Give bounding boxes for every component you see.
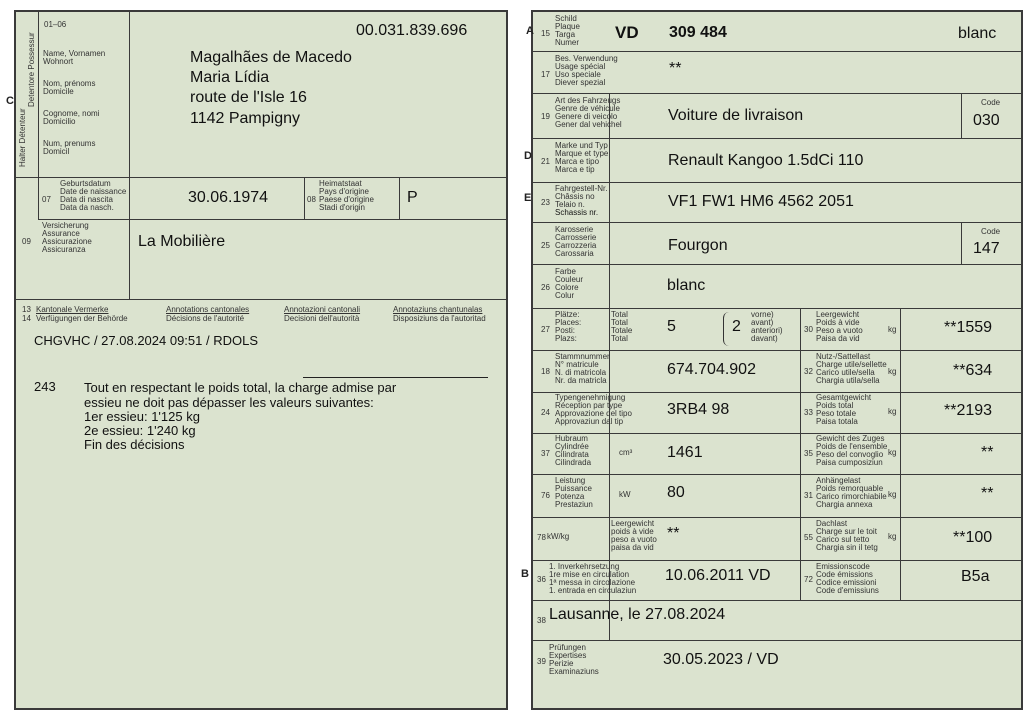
field-08-number: 08 xyxy=(307,195,316,204)
f25-label-4: Carossaria xyxy=(555,249,594,258)
f19-label-1: Art des Fahrzeugs xyxy=(555,96,621,105)
vertical-label-holder: Halter Détenteur xyxy=(18,108,27,167)
name-label-2: Wohnort xyxy=(43,57,74,66)
roof-load: **100 xyxy=(953,529,993,546)
f37-label-2: Cylindrée xyxy=(555,442,589,451)
decision-code: 243 xyxy=(34,379,56,394)
type-approval: 3RB4 98 xyxy=(667,401,730,418)
f26-number: 26 xyxy=(541,283,550,292)
f26-label-4: Colur xyxy=(555,291,575,300)
payload: **634 xyxy=(953,362,993,379)
decision-line-3: 1er essieu: 1'125 kg xyxy=(84,409,200,424)
f33-unit: kg xyxy=(888,407,897,416)
f27-total-label-3: Totale xyxy=(611,326,633,335)
f38-number: 38 xyxy=(537,616,546,625)
f08-label-2: Pays d'origine xyxy=(319,187,369,196)
plate-canton: VD xyxy=(615,23,639,42)
section-letter-b: B xyxy=(521,568,529,580)
f25-code-label: Code xyxy=(981,227,1001,236)
f09-label-1: Versicherung xyxy=(42,221,89,230)
f09-label-4: Assicuranza xyxy=(42,245,86,254)
f23-label-2: Châssis no xyxy=(555,192,595,201)
f21-label-3: Marca e tipo xyxy=(555,157,600,166)
f31-number: 31 xyxy=(804,491,813,500)
f32-label-1: Nutz-/Sattellast xyxy=(816,352,871,361)
special-use-value: ** xyxy=(669,60,682,77)
insurance-name: La Mobilière xyxy=(138,233,226,250)
body-color: blanc xyxy=(667,277,706,294)
f78-number: 78 xyxy=(537,533,546,542)
f08-label-1: Heimatstaat xyxy=(319,179,362,188)
f36-number: 36 xyxy=(537,575,546,584)
f33-label-2: Poids total xyxy=(816,401,854,410)
f55-label-4: Chargia sin il tetg xyxy=(816,543,878,552)
f30-label-3: Peso a vuoto xyxy=(816,326,863,335)
f55-label-1: Dachlast xyxy=(816,519,848,528)
left-page xyxy=(14,10,508,710)
f30-number: 30 xyxy=(804,325,813,334)
f32-label-4: Chargia utila/sella xyxy=(816,376,880,385)
f37-unit: cm³ xyxy=(619,448,633,457)
f25-label-2: Carrosserie xyxy=(555,233,597,242)
f14-label: Verfügungen der Behörde xyxy=(36,314,128,323)
f18-label-3: N. di matricola xyxy=(555,368,607,377)
f55-unit: kg xyxy=(888,532,897,541)
decision-line-1: Tout en respectant le poids total, la charge admise par xyxy=(84,380,397,395)
f23-number: 23 xyxy=(541,198,550,207)
f72-label-3: Codice emissioni xyxy=(816,578,877,587)
f19-label-3: Genere di veicolo xyxy=(555,112,618,121)
f36-label-4: 1. entrada en circulaziun xyxy=(549,586,637,595)
f35-label-4: Paisa cumposiziun xyxy=(816,458,883,467)
total-weight: **2193 xyxy=(944,402,993,419)
emission-code: B5a xyxy=(961,568,990,585)
f26-label-1: Farbe xyxy=(555,267,576,276)
f07-label-1: Geburtsdatum xyxy=(60,179,111,188)
vehicle-type: Voiture de livraison xyxy=(668,107,804,124)
vehicle-type-code: 030 xyxy=(973,112,1000,129)
annot-header-fr-bottom: Décisions de l'autorité xyxy=(166,314,245,323)
f33-label-3: Peso totale xyxy=(816,409,857,418)
f18-label-4: Nr. da matricla xyxy=(555,376,607,385)
plate-number: 309 484 xyxy=(669,24,727,41)
first-registration: 10.06.2011 VD xyxy=(665,567,771,584)
f27-front-label-4: davant) xyxy=(751,334,778,343)
f36-label-1: 1. Inverkehrsetzung xyxy=(549,562,620,571)
f07-label-2: Date de naissance xyxy=(60,187,127,196)
f36-label-2: 1re mise en circulation xyxy=(549,570,630,579)
section-letter-a: A xyxy=(526,25,534,37)
f19-label-2: Genre de véhicule xyxy=(555,104,620,113)
f24-number: 24 xyxy=(541,408,550,417)
inspection-date: 30.05.2023 / VD xyxy=(663,651,779,668)
f24-label-1: Typengenehmigung xyxy=(555,393,626,402)
f72-number: 72 xyxy=(804,575,813,584)
f08-label-3: Paese d'origine xyxy=(319,195,374,204)
section-letter-c: C xyxy=(6,95,14,107)
f27-front-label-2: avant) xyxy=(751,318,774,327)
f27-label-4: Plazs: xyxy=(555,334,577,343)
f15-number: 15 xyxy=(541,29,550,38)
f36-label-3: 1ª messa in circolazione xyxy=(549,578,636,587)
f30-label-1: Leergewicht xyxy=(816,310,860,319)
name-label-7: Num, prenums xyxy=(43,139,96,148)
decision-line-4: 2e essieu: 1'240 kg xyxy=(84,423,196,438)
f24-label-2: Réception par type xyxy=(555,401,623,410)
f07-label-4: Data da nasch. xyxy=(60,203,114,212)
power-to-weight: ** xyxy=(667,525,680,542)
f15-label-3: Targa xyxy=(555,30,576,39)
section-letter-e: E xyxy=(524,192,532,204)
f72-label-2: Code émissions xyxy=(816,570,873,579)
f18-label-1: Stammnummer xyxy=(555,352,610,361)
towing-weight: ** xyxy=(981,485,994,502)
f21-label-2: Marque et type xyxy=(555,149,609,158)
f32-number: 32 xyxy=(804,367,813,376)
f25-label-3: Carrozzeria xyxy=(555,241,597,250)
f27-number: 27 xyxy=(541,325,550,334)
body-type: Fourgon xyxy=(668,237,728,254)
f17-label-4: Diever spezial xyxy=(555,78,606,87)
f37-number: 37 xyxy=(541,449,550,458)
owner-address-line-2: 1142 Pampigny xyxy=(190,110,300,127)
birth-date: 30.06.1974 xyxy=(188,189,269,206)
f37-label-4: Cilindrada xyxy=(555,458,592,467)
f23-label-1: Fahrgestell-Nr. xyxy=(555,184,608,193)
f39-label-2: Expertises xyxy=(549,651,587,660)
f09-label-3: Assicurazione xyxy=(42,237,92,246)
f13-label: Kantonale Vermerke xyxy=(36,305,109,314)
f25-number: 25 xyxy=(541,241,550,250)
f72-label-1: Emissionscode xyxy=(816,562,870,571)
f18-number: 18 xyxy=(541,367,550,376)
f23-label-4: Schassis nr. xyxy=(555,208,599,217)
f32-label-2: Charge utile/sellette xyxy=(816,360,887,369)
seats-total: 5 xyxy=(667,318,676,335)
f76-unit: kW xyxy=(619,490,631,499)
f78-label-2: poids à vide xyxy=(611,527,654,536)
annot-header-rm-bottom: Disposiziuns da l'autoritad xyxy=(393,314,486,323)
annot-header-it-top: Annotazioni cantonali xyxy=(284,305,361,314)
f76-label-2: Puissance xyxy=(555,484,592,493)
f26-label-3: Colore xyxy=(555,283,579,292)
name-label-4: Domicile xyxy=(43,87,74,96)
f09-label-2: Assurance xyxy=(42,229,80,238)
f76-label-3: Potenza xyxy=(555,492,585,501)
f19-label-4: Gener dal vehichel xyxy=(555,120,622,129)
f33-number: 33 xyxy=(804,408,813,417)
f33-label-1: Gesamtgewicht xyxy=(816,393,872,402)
f76-label-4: Prestaziun xyxy=(555,500,593,509)
f33-label-4: Paisa totala xyxy=(816,417,858,426)
f24-label-4: Approvaziun dal tip xyxy=(555,417,624,426)
f76-number: 76 xyxy=(541,491,550,500)
f27-total-label-2: Total xyxy=(611,318,628,327)
f35-label-1: Gewicht des Zuges xyxy=(816,434,885,443)
annot-header-fr-top: Annotations cantonales xyxy=(166,305,250,314)
f19-code-label: Code xyxy=(981,98,1001,107)
f39-label-1: Prüfungen xyxy=(549,643,586,652)
f15-label-4: Numer xyxy=(555,38,580,47)
plate-color: blanc xyxy=(958,25,997,42)
vertical-label-detentore: Detentore Possessur xyxy=(27,32,36,107)
field-13-number: 13 xyxy=(22,305,31,314)
f37-label-3: Cilindrata xyxy=(555,450,589,459)
f27-label-1: Plätze: xyxy=(555,310,580,319)
f39-number: 39 xyxy=(537,657,546,666)
f27-label-2: Places: xyxy=(555,318,582,327)
f27-total-label-4: Total xyxy=(611,334,628,343)
f27-front-label-3: anteriori) xyxy=(751,326,783,335)
f26-label-2: Couleur xyxy=(555,275,584,284)
f31-label-1: Anhängelast xyxy=(816,476,861,485)
f78-label-4: paisa da vid xyxy=(611,543,654,552)
f37-label-1: Hubraum xyxy=(555,434,588,443)
chg-line: CHGVHC / 27.08.2024 09:51 / RDOLS xyxy=(34,333,259,348)
f27-label-3: Posti: xyxy=(555,326,576,335)
f30-label-2: Poids à vide xyxy=(816,318,860,327)
f32-unit: kg xyxy=(888,367,897,376)
f15-label-2: Plaque xyxy=(555,22,580,31)
displacement: 1461 xyxy=(667,444,703,461)
f07-label-3: Data di nascita xyxy=(60,195,113,204)
seats-front: 2 xyxy=(732,318,741,335)
origin-country: P xyxy=(407,189,418,206)
owner-name-line-1: Magalhães de Macedo xyxy=(190,49,352,66)
f78-unit: kW/kg xyxy=(547,532,570,541)
f76-label-1: Leistung xyxy=(555,476,586,485)
name-label-1: Name, Vornamen xyxy=(43,49,106,58)
f24-label-3: Approvazione del tipo xyxy=(555,409,632,418)
name-label-3: Nom, prénoms xyxy=(43,79,96,88)
f17-number: 17 xyxy=(541,70,550,79)
f08-label-4: Stadi d'origin xyxy=(319,203,365,212)
f21-number: 21 xyxy=(541,157,550,166)
owner-address-line-1: route de l'Isle 16 xyxy=(190,89,307,106)
master-number: 674.704.902 xyxy=(667,361,756,378)
engine-power: 80 xyxy=(667,484,685,501)
owner-reference: 00.031.839.696 xyxy=(356,22,468,39)
right-page xyxy=(531,10,1023,710)
f18-label-2: N° matricule xyxy=(555,360,599,369)
f72-label-4: Code d'emissiuns xyxy=(816,586,879,595)
f31-label-3: Carico rimorchiabile xyxy=(816,492,887,501)
f21-label-4: Marca e tip xyxy=(555,165,595,174)
f39-label-4: Examinaziuns xyxy=(549,667,599,676)
f31-label-2: Poids remorquable xyxy=(816,484,884,493)
name-label-5: Cognome, nomi xyxy=(43,109,100,118)
f17-label-3: Uso speciale xyxy=(555,70,601,79)
f15-label-1: Schild xyxy=(555,14,577,23)
f35-label-3: Peso del convoglio xyxy=(816,450,884,459)
f17-label-2: Usage spécial xyxy=(555,62,606,71)
f21-label-1: Marke und Typ xyxy=(555,141,608,150)
f32-label-3: Carico utile/sella xyxy=(816,368,875,377)
empty-weight: **1559 xyxy=(944,319,993,336)
f31-unit: kg xyxy=(888,490,897,499)
annot-header-it-bottom: Decisioni dell'autorità xyxy=(284,314,360,323)
f23-label-3: Telaio n. xyxy=(555,200,585,209)
f31-label-4: Chargia annexa xyxy=(816,500,873,509)
f27-front-label-1: vorne) xyxy=(751,310,774,319)
header-code: 01–06 xyxy=(44,20,67,29)
decision-line-5: Fin des décisions xyxy=(84,437,185,452)
f30-label-4: Paisa da vid xyxy=(816,334,860,343)
f35-unit: kg xyxy=(888,448,897,457)
f35-label-2: Poids de l'ensemble xyxy=(816,442,888,451)
body-type-code: 147 xyxy=(973,240,1000,257)
f55-label-2: Charge sur le toit xyxy=(816,527,877,536)
f55-label-3: Carico sul tetto xyxy=(816,535,870,544)
seats-brace xyxy=(723,312,730,346)
f17-label-1: Bes. Verwendung xyxy=(555,54,618,63)
f19-number: 19 xyxy=(541,112,550,121)
owner-name-line-2: Maria Lídia xyxy=(190,69,270,86)
name-label-8: Domicil xyxy=(43,147,70,156)
train-weight: ** xyxy=(981,444,994,461)
f39-label-3: Perizie xyxy=(549,659,574,668)
f35-number: 35 xyxy=(804,449,813,458)
f78-label-3: peso a vuoto xyxy=(611,535,657,544)
section-letter-d: D xyxy=(524,150,532,162)
make-model: Renault Kangoo 1.5dCi 110 xyxy=(668,152,864,169)
decision-line-2: essieu ne doit pas dépasser les valeurs suivantes: xyxy=(84,395,374,410)
field-07-number: 07 xyxy=(42,195,51,204)
f78-label-1: Leergewicht xyxy=(611,519,655,528)
annot-header-rm-top: Annotaziuns chantunalas xyxy=(393,305,483,314)
issue-place-date: Lausanne, le 27.08.2024 xyxy=(549,606,726,623)
f55-number: 55 xyxy=(804,533,813,542)
f27-total-label-1: Total xyxy=(611,310,628,319)
field-09-number: 09 xyxy=(22,237,31,246)
f25-label-1: Karosserie xyxy=(555,225,594,234)
name-label-6: Domicilio xyxy=(43,117,76,126)
chassis-number: VF1 FW1 HM6 4562 2051 xyxy=(668,193,854,210)
field-14-number: 14 xyxy=(22,314,31,323)
f30-unit: kg xyxy=(888,325,897,334)
